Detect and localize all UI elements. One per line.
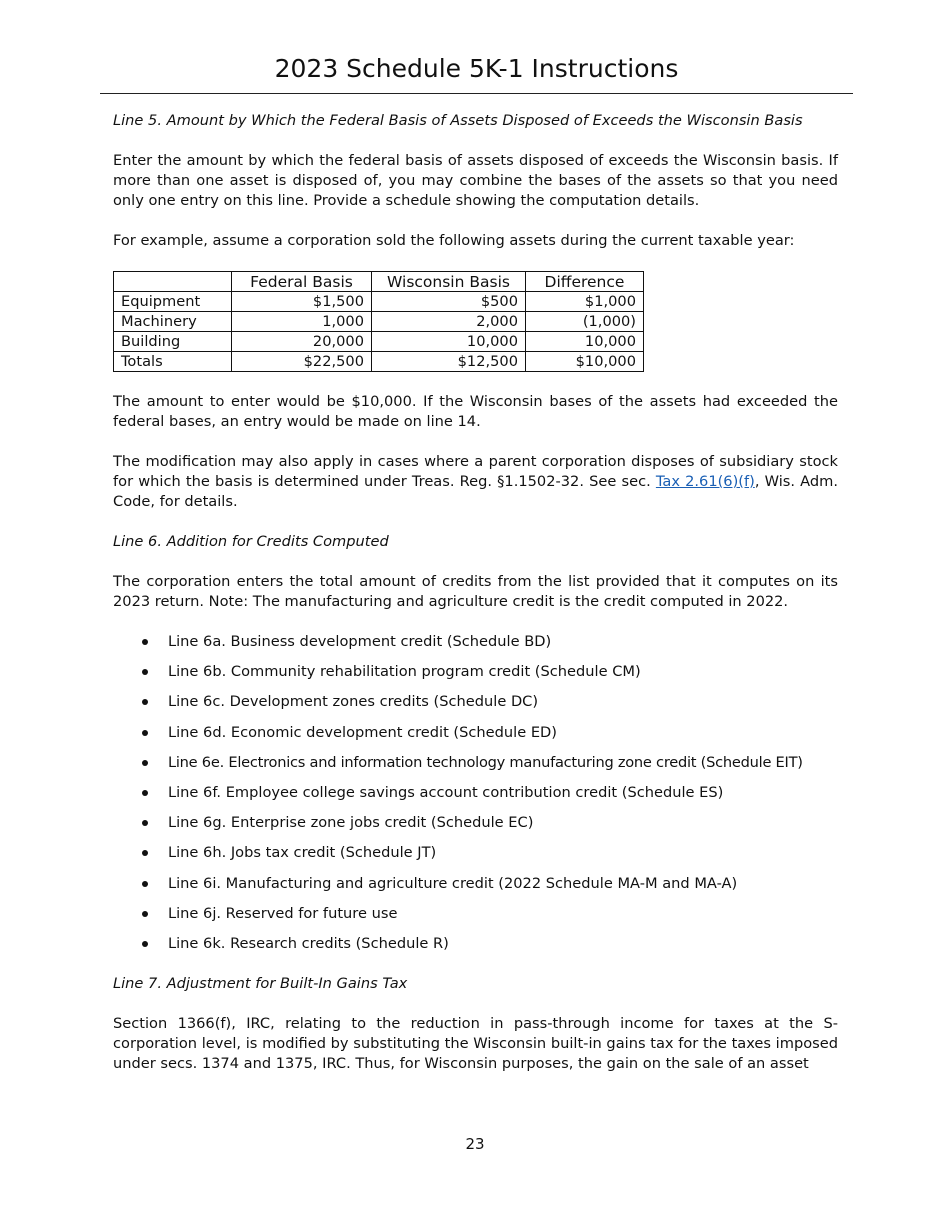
list-item-text: Line 6c. Development zones credits (Schedule DC) (168, 693, 539, 711)
table-cell: $12,500 (372, 352, 526, 372)
bullet-icon (142, 820, 148, 826)
line7-paragraph-1: Section 1366(f), IRC, relating to the reduction in pass-through income for taxes at the S-corporation level, is modified by substituting the Wisconsin built-in gains tax for the taxes imposed under secs. 1374 and 1375, IRC. Thus, for Wisconsin purposes, the gain on the sale of an asset (113, 1014, 838, 1072)
table-cell: 1,000 (232, 312, 372, 332)
table-cell: Totals (114, 352, 232, 372)
table-cell: Building (114, 332, 232, 352)
bullet-icon (142, 850, 148, 856)
table-cell: 10,000 (372, 332, 526, 352)
list-item (113, 753, 838, 773)
list-item-text: Line 6b. Community rehabilitation program credit (Schedule CM) (168, 663, 641, 681)
list-item-text: Line 6j. Reserved for future use (168, 904, 398, 922)
bullet-icon (142, 730, 148, 736)
table-header-cell (114, 272, 232, 292)
bullet-icon (142, 639, 148, 645)
line7-heading: Line 7. Adjustment for Built-In Gains Tax (113, 974, 408, 992)
bullet-icon (142, 790, 148, 796)
table-header-row (114, 272, 644, 292)
table-cell: $500 (372, 292, 526, 312)
bullet-icon (142, 760, 148, 766)
bullet-icon (142, 699, 148, 705)
assets-table (113, 271, 644, 372)
table-cell: $22,500 (232, 352, 372, 372)
list-item-text: Line 6e. Electronics and information technology manufacturing zone credit (Schedule EIT) (168, 753, 803, 771)
list-item (113, 692, 838, 712)
bullet-icon (142, 881, 148, 887)
list-item-text: Line 6k. Research credits (Schedule R) (168, 934, 449, 952)
table-row (114, 312, 644, 332)
list-item-text: Line 6d. Economic development credit (Schedule ED) (168, 723, 557, 741)
line5-heading: Line 5. Amount by Which the Federal Basis of Assets Disposed of Exceeds the Wisconsin Basis (113, 112, 803, 129)
table-cell: Equipment (114, 292, 232, 312)
line5-paragraph-2: For example, assume a corporation sold the following assets during the current taxable year: (113, 232, 795, 249)
paragraph-text: , Wis. Adm. Code, for details. (113, 473, 838, 510)
table-cell: 2,000 (372, 312, 526, 332)
page-title: 2023 Schedule 5K-1 Instructions (274, 54, 679, 83)
document-body (113, 111, 838, 1094)
list-item (113, 813, 838, 833)
list-item (113, 662, 838, 682)
list-item (113, 904, 838, 924)
list-item-text: Line 6a. Business development credit (Schedule BD) (168, 633, 552, 650)
bullet-icon (142, 911, 148, 917)
line5-paragraph-3: The amount to enter would be $10,000. If the Wisconsin bases of the assets had exceeded the federal bases, an entry would be made on line 14. (113, 393, 838, 430)
line6-heading: Line 6. Addition for Credits Computed (113, 533, 389, 550)
list-item (113, 723, 838, 743)
table-cell: 10,000 (526, 332, 644, 352)
credits-list (113, 632, 838, 954)
title-divider (100, 93, 853, 94)
table-cell: $1,000 (526, 292, 644, 312)
line5-paragraph-4 (113, 452, 838, 512)
list-item-text: Line 6i. Manufacturing and agriculture credit (2022 Schedule MA-M and MA-A) (168, 874, 738, 892)
list-item (113, 934, 838, 954)
line5-paragraph-1: Enter the amount by which the federal basis of assets disposed of exceeds the Wisconsin basis. If more than one asset is disposed of, you may combine the bases of the assets so that you need only one entry on this line. Provide a schedule showing the computation details. (113, 152, 838, 209)
paragraph-text: The modification may also apply in cases where a parent corporation disposes of subsidiary stock for which the basis is determined under Treas. Reg. §1.1502-32. See sec. (113, 453, 838, 490)
table-header-cell: Difference (526, 272, 644, 292)
page-number: 23 (465, 1135, 485, 1153)
list-item (113, 632, 838, 652)
table-cell: 20,000 (232, 332, 372, 352)
table-cell: $10,000 (526, 352, 644, 372)
line6-paragraph-1: The corporation enters the total amount of credits from the list provided that it computes on its 2023 return. Note: The manufacturing and agriculture credit is the credit computed in 2022. (113, 573, 838, 610)
table-cell: Machinery (114, 312, 232, 332)
table-header-cell: Wisconsin Basis (372, 272, 526, 292)
tax-code-link[interactable]: Tax 2.61(6)(f) (655, 473, 755, 490)
table-row (114, 332, 644, 352)
bullet-icon (142, 669, 148, 675)
list-item-text: Line 6f. Employee college savings account contribution credit (Schedule ES) (168, 783, 724, 801)
list-item-text: Line 6g. Enterprise zone jobs credit (Schedule EC) (168, 814, 534, 832)
list-item (113, 843, 838, 863)
list-item (113, 874, 838, 894)
list-item-text: Line 6h. Jobs tax credit (Schedule JT) (168, 844, 437, 862)
table-row-totals (114, 352, 644, 372)
table-cell: (1,000) (526, 312, 644, 332)
table-header-cell: Federal Basis (232, 272, 372, 292)
table-row (114, 292, 644, 312)
list-item (113, 783, 838, 803)
bullet-icon (142, 941, 148, 947)
table-cell: $1,500 (232, 292, 372, 312)
